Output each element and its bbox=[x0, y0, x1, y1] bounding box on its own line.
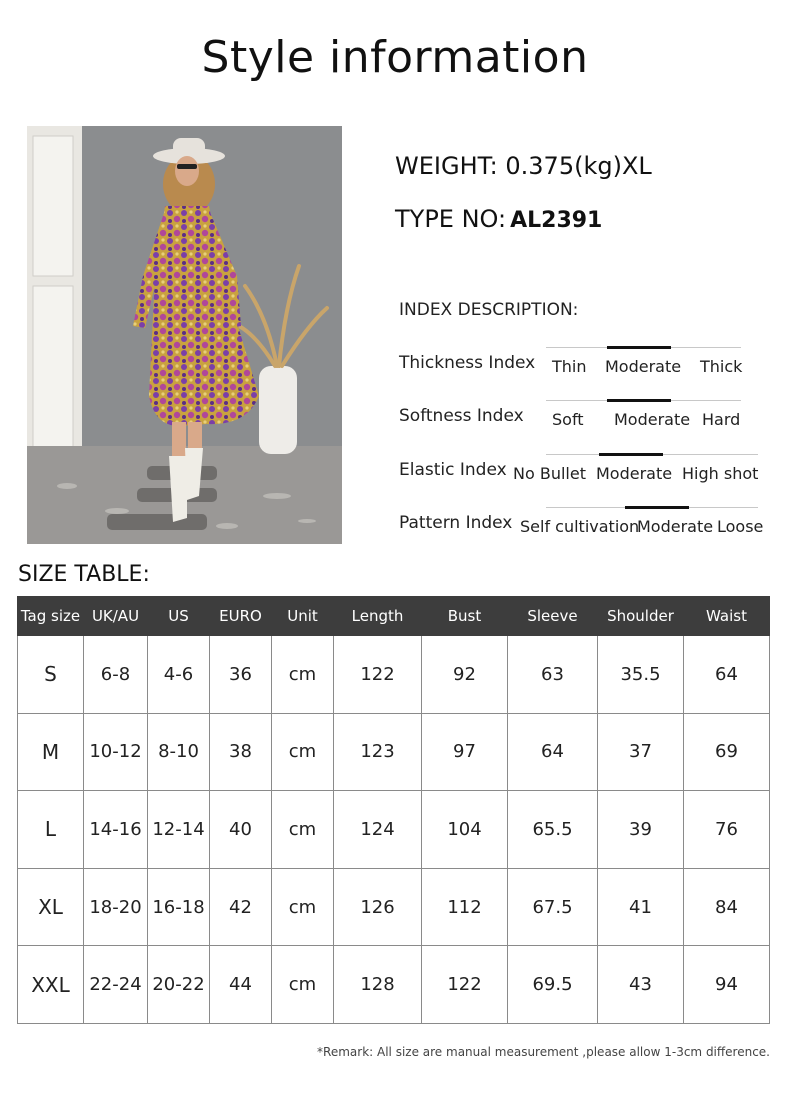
column-header: Shoulder bbox=[598, 597, 684, 636]
column-header: Unit bbox=[272, 597, 334, 636]
remark-note: *Remark: All size are manual measurement ,please allow 1-3cm difference. bbox=[317, 1045, 770, 1059]
table-cell: 92 bbox=[422, 636, 508, 714]
table-cell: 65.5 bbox=[508, 791, 598, 869]
table-cell: 67.5 bbox=[508, 868, 598, 946]
option-thin: Thin bbox=[552, 357, 587, 376]
table-row bbox=[18, 791, 770, 869]
size-table bbox=[17, 596, 770, 1024]
option-moderate: Moderate bbox=[596, 464, 673, 483]
table-cell: 40 bbox=[210, 791, 272, 869]
selected-marker bbox=[607, 399, 671, 402]
page-title: Style information bbox=[201, 32, 589, 83]
table-cell: 12-14 bbox=[148, 791, 210, 869]
table-cell: 63 bbox=[508, 636, 598, 714]
type-no-value: AL2391 bbox=[510, 208, 603, 233]
column-header: Bust bbox=[422, 597, 508, 636]
table-cell: XXL bbox=[18, 946, 84, 1024]
type-no-line bbox=[395, 205, 602, 233]
table-cell: S bbox=[18, 636, 84, 714]
type-no-label: TYPE NO: bbox=[395, 205, 507, 233]
weight-line bbox=[395, 152, 652, 180]
table-cell: cm bbox=[272, 636, 334, 714]
option-moderate: Moderate bbox=[605, 357, 682, 376]
table-row bbox=[18, 868, 770, 946]
option-loose: Loose bbox=[717, 517, 764, 536]
table-row bbox=[18, 946, 770, 1024]
table-cell: cm bbox=[272, 713, 334, 791]
size-table-title: SIZE TABLE: bbox=[18, 562, 150, 587]
table-cell: 84 bbox=[684, 868, 770, 946]
table-cell: cm bbox=[272, 791, 334, 869]
option-moderate: Moderate bbox=[614, 410, 691, 429]
table-cell: 22-24 bbox=[84, 946, 148, 1024]
table-cell: 36 bbox=[210, 636, 272, 714]
table-cell: 44 bbox=[210, 946, 272, 1024]
column-header: US bbox=[148, 597, 210, 636]
column-header: Sleeve bbox=[508, 597, 598, 636]
table-cell: 20-22 bbox=[148, 946, 210, 1024]
index-label: Elastic Index bbox=[399, 460, 507, 480]
table-header-row bbox=[18, 597, 770, 636]
table-cell: cm bbox=[272, 868, 334, 946]
table-cell: 6-8 bbox=[84, 636, 148, 714]
table-cell: 122 bbox=[422, 946, 508, 1024]
table-cell: 69.5 bbox=[508, 946, 598, 1024]
index-label: Softness Index bbox=[399, 406, 524, 426]
table-cell: 126 bbox=[334, 868, 422, 946]
index-label: Thickness Index bbox=[399, 353, 536, 373]
pattern-index-row bbox=[399, 513, 769, 543]
table-cell: XL bbox=[18, 868, 84, 946]
table-cell: 69 bbox=[684, 713, 770, 791]
column-header: Length bbox=[334, 597, 422, 636]
table-cell: 112 bbox=[422, 868, 508, 946]
option-self-cultivation: Self cultivation bbox=[520, 517, 640, 536]
column-header: Waist bbox=[684, 597, 770, 636]
product-photo bbox=[27, 126, 342, 544]
selected-marker bbox=[599, 453, 663, 456]
table-cell: M bbox=[18, 713, 84, 791]
table-cell: 42 bbox=[210, 868, 272, 946]
table-cell: 76 bbox=[684, 791, 770, 869]
option-moderate: Moderate bbox=[637, 517, 714, 536]
index-label: Pattern Index bbox=[399, 513, 513, 533]
option-thick: Thick bbox=[700, 357, 743, 376]
selected-marker bbox=[625, 506, 689, 509]
table-cell: 43 bbox=[598, 946, 684, 1024]
table-cell: 16-18 bbox=[148, 868, 210, 946]
table-cell: 64 bbox=[684, 636, 770, 714]
table-cell: cm bbox=[272, 946, 334, 1024]
model-image bbox=[27, 126, 342, 544]
table-cell: 14-16 bbox=[84, 791, 148, 869]
table-cell: 104 bbox=[422, 791, 508, 869]
column-header: EURO bbox=[210, 597, 272, 636]
table-cell: 39 bbox=[598, 791, 684, 869]
selected-marker bbox=[607, 346, 671, 349]
table-cell: 122 bbox=[334, 636, 422, 714]
index-description-title: INDEX DESCRIPTION: bbox=[399, 300, 579, 320]
table-cell: 37 bbox=[598, 713, 684, 791]
weight-value: 0.375(kg)XL bbox=[505, 152, 652, 180]
table-cell: 128 bbox=[334, 946, 422, 1024]
table-cell: 10-12 bbox=[84, 713, 148, 791]
table-cell: 64 bbox=[508, 713, 598, 791]
table-cell: 97 bbox=[422, 713, 508, 791]
table-cell: 94 bbox=[684, 946, 770, 1024]
table-cell: 124 bbox=[334, 791, 422, 869]
table-cell: 4-6 bbox=[148, 636, 210, 714]
elastic-index-row bbox=[399, 460, 769, 490]
table-cell: 123 bbox=[334, 713, 422, 791]
table-cell: 41 bbox=[598, 868, 684, 946]
option-soft: Soft bbox=[552, 410, 584, 429]
table-row bbox=[18, 636, 770, 714]
table-cell: 18-20 bbox=[84, 868, 148, 946]
option-no-bullet: No Bullet bbox=[513, 464, 586, 483]
option-hard: Hard bbox=[702, 410, 741, 429]
thickness-index-row bbox=[399, 353, 769, 383]
option-high-shot: High shot bbox=[682, 464, 759, 483]
column-header: UK/AU bbox=[84, 597, 148, 636]
table-cell: 38 bbox=[210, 713, 272, 791]
column-header: Tag size bbox=[18, 597, 84, 636]
weight-label: WEIGHT: bbox=[395, 152, 498, 180]
table-cell: 35.5 bbox=[598, 636, 684, 714]
table-cell: L bbox=[18, 791, 84, 869]
table-cell: 8-10 bbox=[148, 713, 210, 791]
table-row bbox=[18, 713, 770, 791]
softness-index-row bbox=[399, 406, 769, 436]
